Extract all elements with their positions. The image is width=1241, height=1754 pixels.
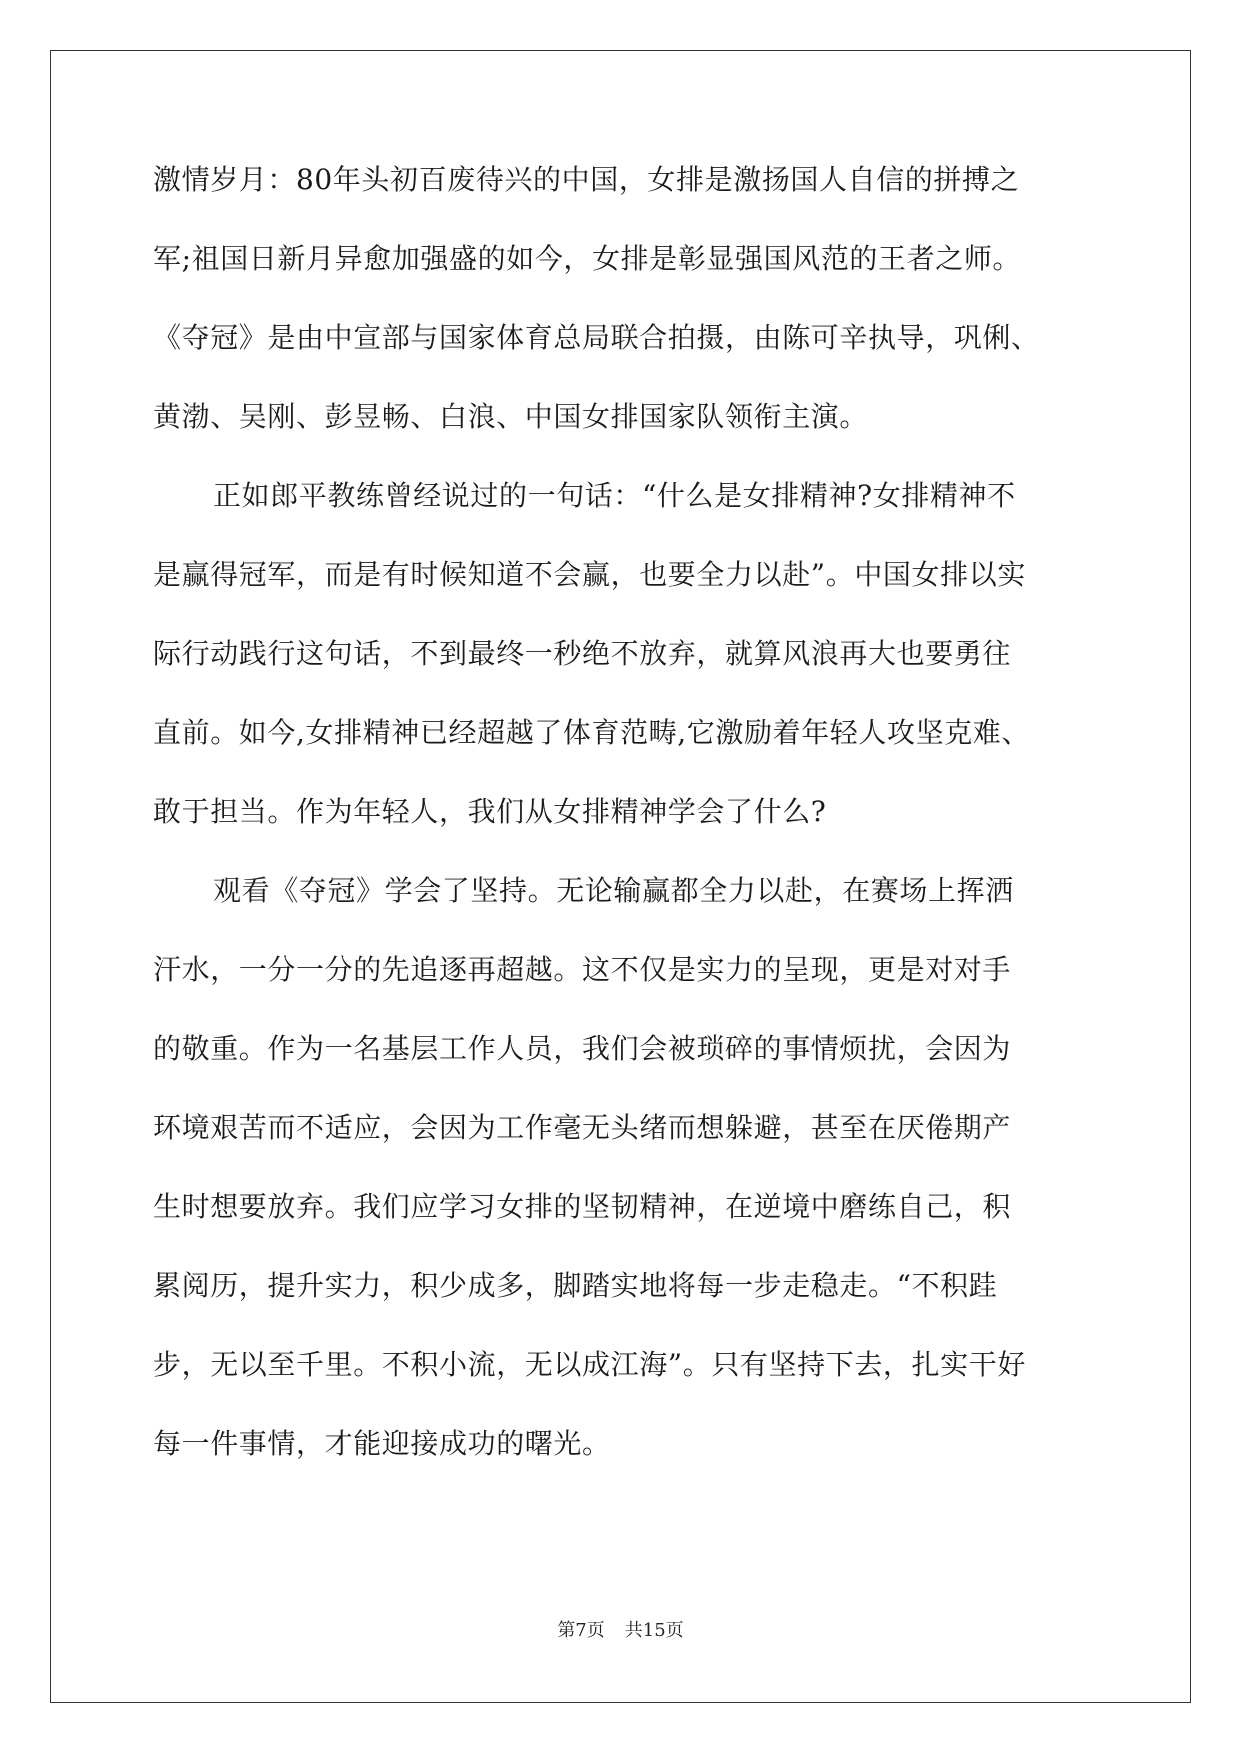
paragraph-3-line-3: 的敬重。作为一名基层工作人员，我们会被琐碎的事情烦扰，会因为 — [153, 1032, 1012, 1065]
paragraph-1-line-1: 激情岁月：80年头初百废待兴的中国，女排是激扬国人自信的拼搏之 — [153, 163, 1020, 196]
paragraph-3-line-4: 环境艰苦而不适应，会因为工作毫无头绪而想躲避，甚至在厌倦期产 — [153, 1111, 1012, 1144]
page-footer — [0, 1616, 1241, 1642]
paragraph-3-line-5: 生时想要放弃。我们应学习女排的坚韧精神，在逆境中磨练自己，积 — [153, 1190, 1012, 1223]
paragraph-3-line-1: 观看《夺冠》学会了坚持。无论输赢都全力以赴，在赛场上挥洒 — [213, 874, 1014, 907]
paragraph-3-line-6: 累阅历，提升实力，积少成多，脚踏实地将每一步走稳走。“不积跬 — [153, 1269, 998, 1302]
paragraph-1-line-3: 《夺冠》是由中宣部与国家体育总局联合拍摄，由陈可辛执导，巩俐、 — [153, 321, 1040, 354]
paragraph-3-line-2: 汗水，一分一分的先追逐再超越。这不仅是实力的呈现，更是对对手 — [153, 953, 1012, 986]
paragraph-3-line-7: 步，无以至千里。不积小流，无以成江海”。只有坚持下去，扎实干好 — [153, 1348, 1026, 1381]
paragraph-1-line-2: 军;祖国日新月异愈加强盛的如今，女排是彰显强国风范的王者之师。 — [153, 242, 1022, 275]
paragraph-2-line-3: 际行动践行这句话，不到最终一秒绝不放弃，就算风浪再大也要勇往 — [153, 637, 1012, 670]
paragraph-3-line-8: 每一件事情，才能迎接成功的曙光。 — [153, 1427, 611, 1460]
total-pages: 共15页 — [624, 1620, 684, 1641]
paragraph-1-line-4: 黄渤、吴刚、彭昱畅、白浪、中国女排国家队领衔主演。 — [153, 400, 869, 433]
paragraph-2-line-2: 是赢得冠军，而是有时候知道不会赢，也要全力以赴”。中国女排以实 — [153, 558, 1026, 591]
paragraph-2-line-5: 敢于担当。作为年轻人，我们从女排精神学会了什么? — [153, 795, 827, 828]
document-body — [153, 160, 1089, 1503]
paragraph-2-line-1: 正如郎平教练曾经说过的一句话：“什么是女排精神?女排精神不 — [213, 479, 1016, 512]
page-number: 第7页 — [557, 1620, 605, 1641]
paragraph-2-line-4: 直前。如今,女排精神已经超越了体育范畴,它激励着年轻人攻坚克难、 — [153, 716, 1031, 749]
